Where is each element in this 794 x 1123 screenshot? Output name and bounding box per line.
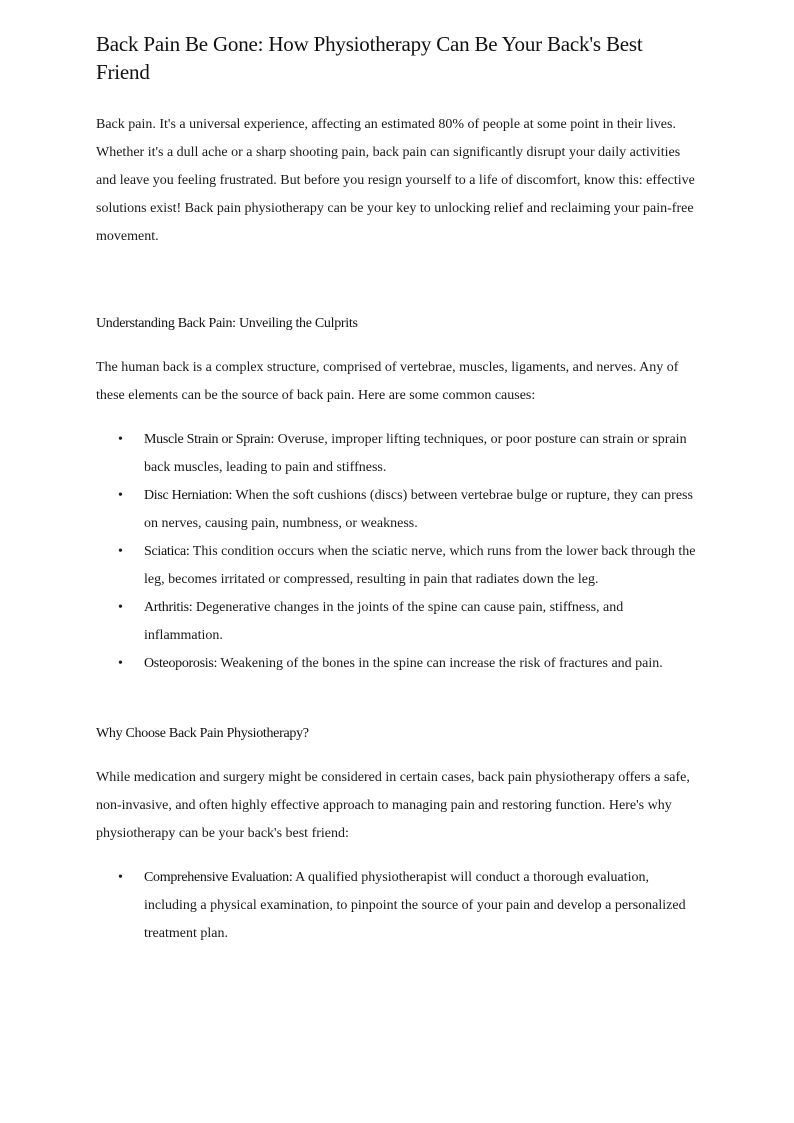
section-heading-why-choose: Why Choose Back Pain Physiotherapy? <box>96 726 309 741</box>
bullet-icon: • <box>118 544 123 559</box>
list-item-term: Disc Herniation: <box>144 488 233 503</box>
list-item-text: This condition occurs when the sciatic nerve, which runs from the lower back through the leg, becomes irritated or compressed, resulting in pain that radiates down the leg. <box>144 544 696 587</box>
list-item-text: Weakening of the bones in the spine can increase the risk of fractures and pain. <box>217 656 663 671</box>
list-item-term: Muscle Strain or Sprain: <box>144 432 275 447</box>
section-paragraph-understanding: The human back is a complex structure, comprised of vertebrae, muscles, ligaments, and nerves. Any of these elements can be the source of back pain. Here are some common causes: <box>96 360 679 403</box>
causes-list <box>96 426 696 678</box>
list-item-term: Osteoporosis: <box>144 656 218 671</box>
list-item-text: Overuse, improper lifting techniques, or poor posture can strain or sprain back muscles, leading to pain and stiffness. <box>144 432 687 475</box>
list-item <box>96 426 696 482</box>
bullet-icon: • <box>118 488 123 503</box>
bullet-icon: • <box>118 656 123 671</box>
list-item-text: A qualified physiotherapist will conduct a thorough evaluation, including a physical examination, to pinpoint the source of your pain and develop a personalized treatment plan. <box>144 870 686 941</box>
list-item <box>96 482 696 538</box>
section-heading-understanding: Understanding Back Pain: Unveiling the Culprits <box>96 316 358 331</box>
page-title: Back Pain Be Gone: How Physiotherapy Can Be Your Back's Best Friend <box>96 32 643 84</box>
bullet-icon: • <box>118 600 123 615</box>
intro-paragraph: Back pain. It's a universal experience, affecting an estimated 80% of people at some point in their lives. Whether it's a dull ache or a sharp shooting pain, back pain can significantly disrupt your daily activities and leave you feeling frustrated. But before you resign yourself to a life of discomfort, know this: effective solutions exist! Back pain physiotherapy can be your key to unlocking relief and reclaiming your pain-free movement. <box>96 117 695 244</box>
list-item <box>96 538 696 594</box>
bullet-icon: • <box>118 870 123 885</box>
list-item <box>96 594 696 650</box>
list-item-term: Comprehensive Evaluation: <box>144 870 293 885</box>
list-item-term: Arthritis: <box>144 600 193 615</box>
document-page <box>96 30 696 948</box>
list-item <box>96 650 696 678</box>
bullet-icon: • <box>118 432 123 447</box>
list-item-term: Sciatica: <box>144 544 190 559</box>
section-paragraph-why-choose: While medication and surgery might be considered in certain cases, back pain physiotherapy offers a safe, non-invasive, and often highly effective approach to managing pain and restoring function. Here's why physiotherapy can be your back's best friend: <box>96 770 690 841</box>
benefits-list <box>96 864 696 948</box>
list-item <box>96 864 696 948</box>
list-item-text: When the soft cushions (discs) between vertebrae bulge or rupture, they can press on nerves, causing pain, numbness, or weakness. <box>144 488 693 531</box>
list-item-text: Degenerative changes in the joints of the spine can cause pain, stiffness, and inflammation. <box>144 600 624 643</box>
